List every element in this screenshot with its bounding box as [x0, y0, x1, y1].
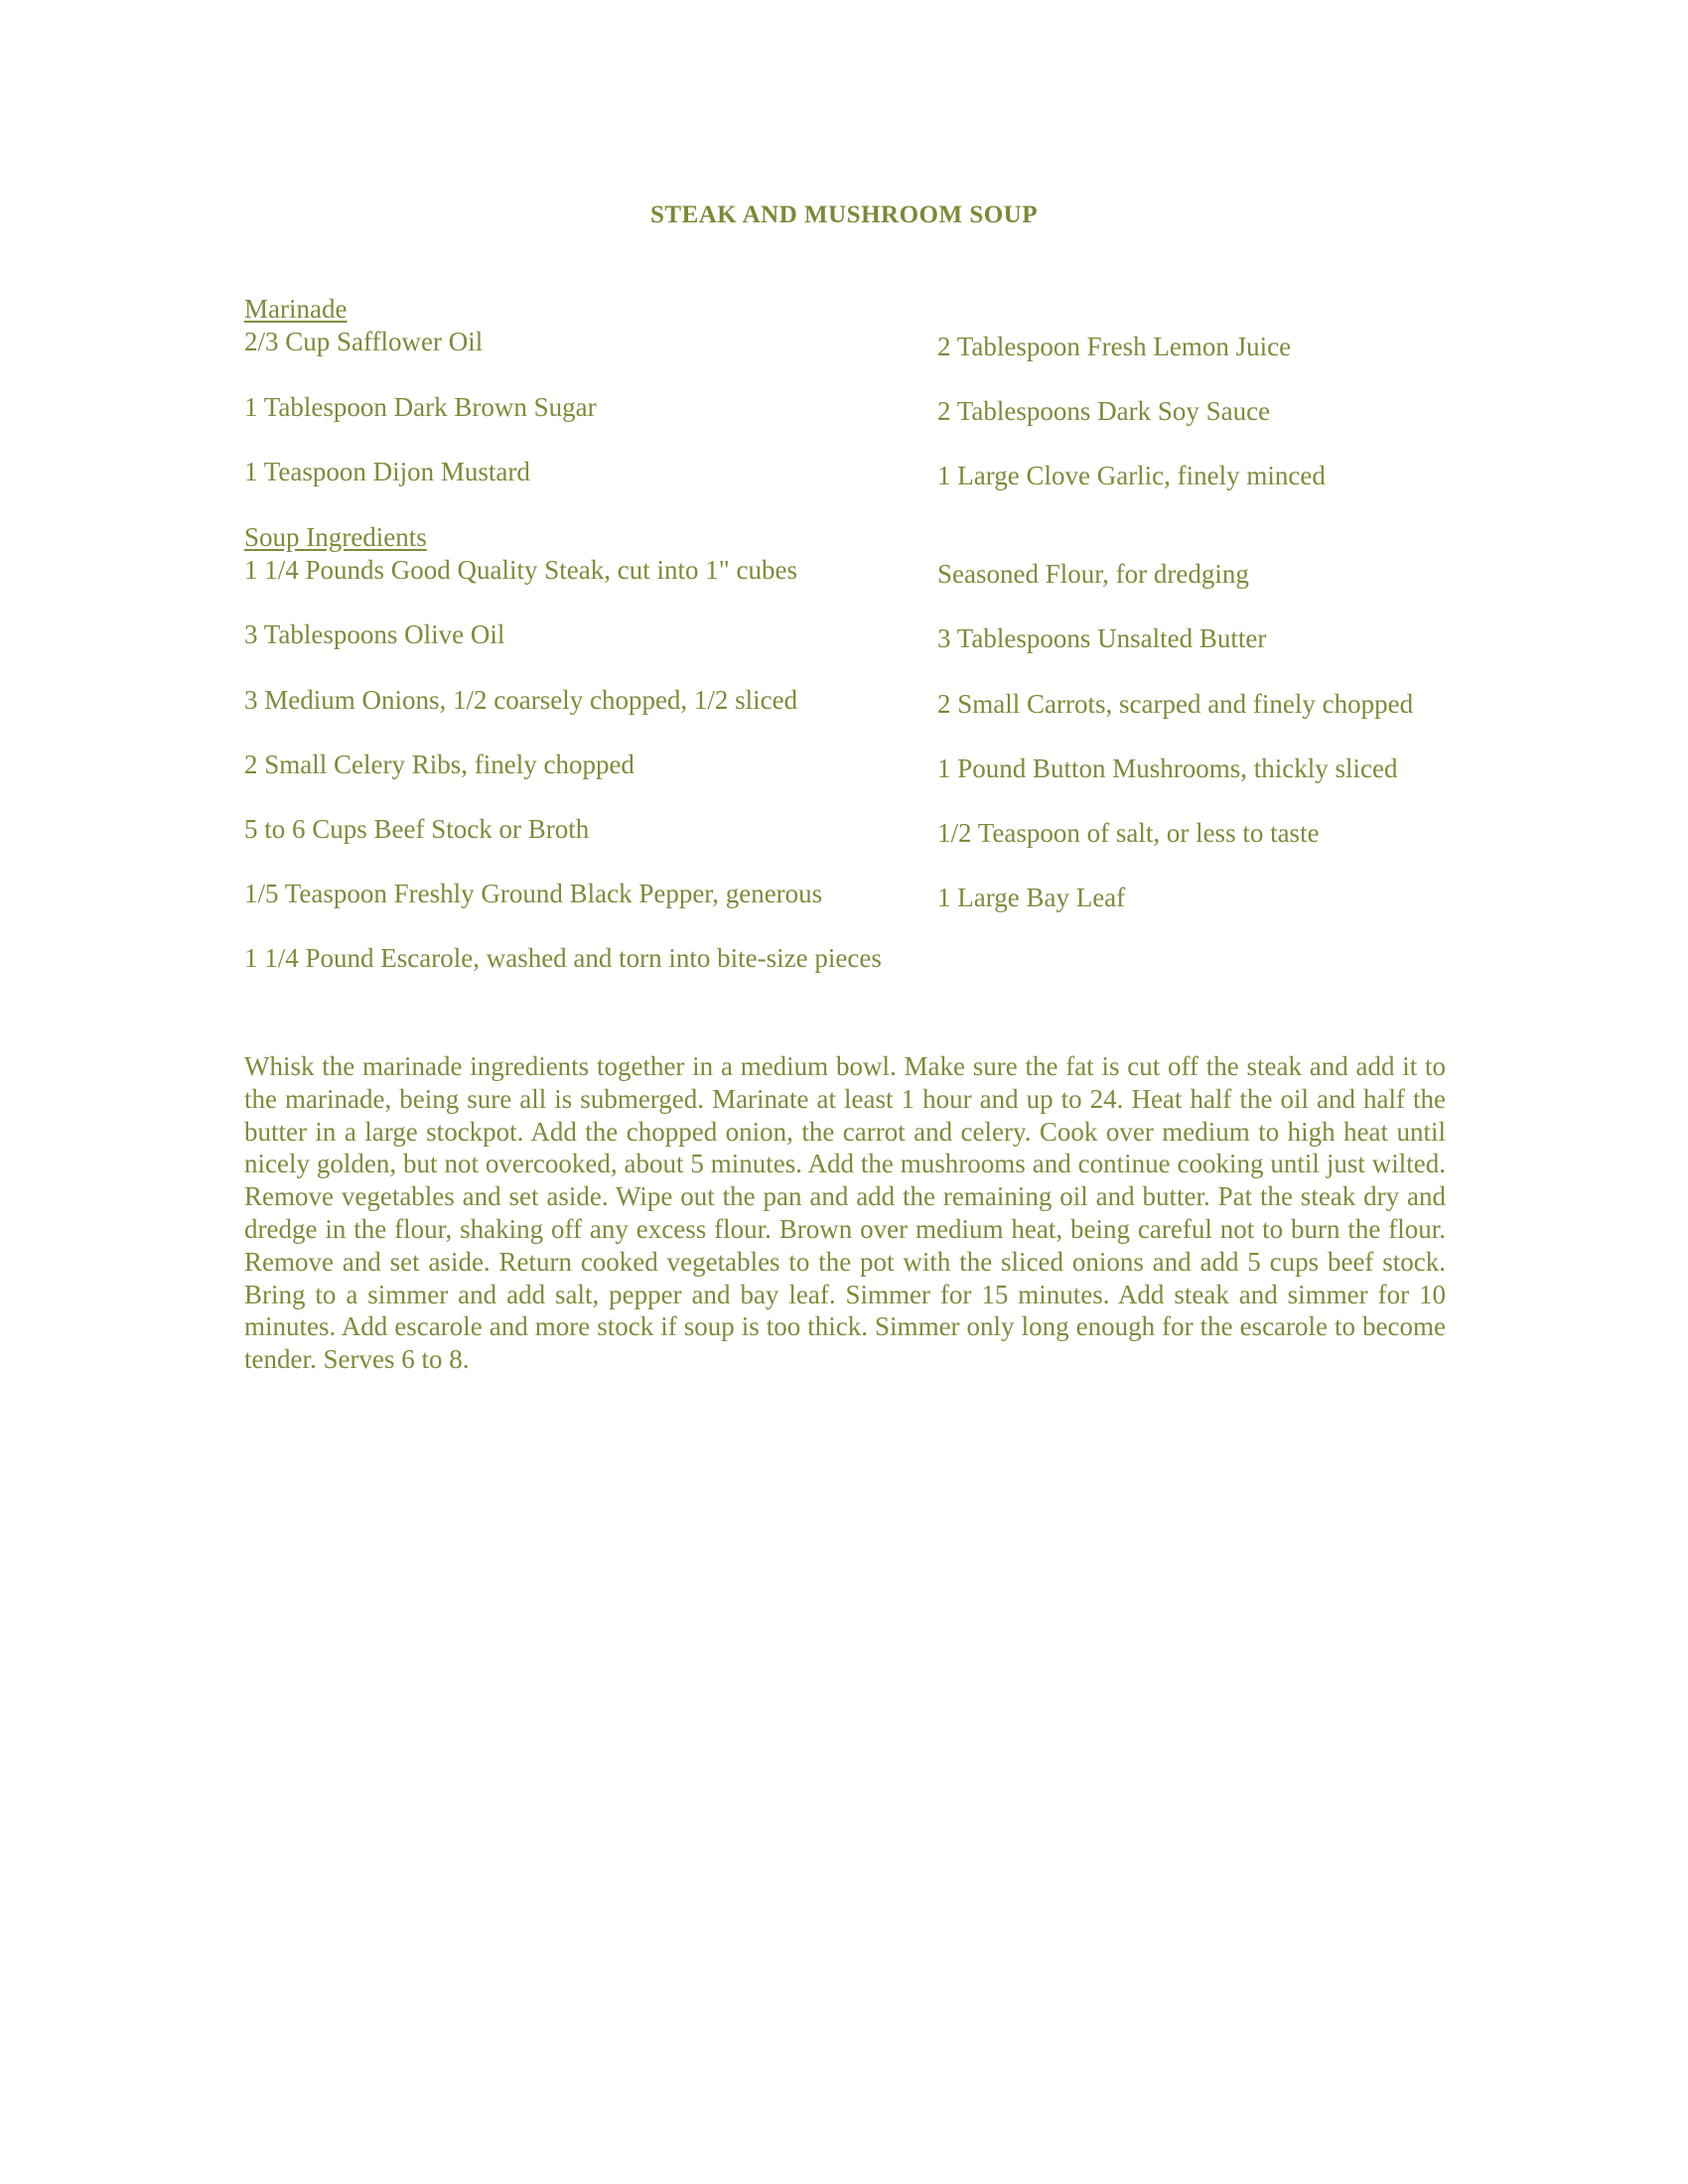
soup-ingredient: 3 Tablespoons Olive Oil [244, 619, 505, 649]
soup-ingredient: 1 Large Bay Leaf [937, 883, 1126, 912]
marinade-heading: Marinade [244, 294, 348, 324]
soup-ingredient: 1/2 Teaspoon of salt, or less to taste [937, 818, 1320, 848]
marinade-ingredient: 2/3 Cup Safflower Oil [244, 327, 484, 356]
soup-ingredients-heading: Soup Ingredients [244, 522, 427, 552]
soup-ingredient: 2 Small Carrots, scarped and finely chopped [937, 689, 1414, 719]
soup-ingredient: 3 Medium Onions, 1/2 coarsely chopped, 1/2 sliced [244, 685, 798, 715]
soup-ingredient: 1 1/4 Pounds Good Quality Steak, cut into 1" cubes [244, 555, 797, 585]
soup-ingredient: 3 Tablespoons Unsalted Butter [937, 623, 1267, 653]
page-title: STEAK AND MUSHROOM SOUP [649, 202, 1038, 228]
marinade-ingredient: 1 Large Clove Garlic, finely minced [937, 461, 1326, 490]
soup-ingredient: 1/5 Teaspoon Freshly Ground Black Pepper, generous [244, 879, 823, 908]
marinade-ingredient: 2 Tablespoons Dark Soy Sauce [937, 396, 1271, 426]
soup-ingredient: 2 Small Celery Ribs, finely chopped [244, 750, 634, 779]
soup-ingredient: 1 1/4 Pound Escarole, washed and torn into bite-size pieces [244, 943, 882, 973]
instructions-paragraph: Whisk the marinade ingredients together in a medium bowl. Make sure the fat is cut off the steak and add it to the marinade, being sure all is submerged. Marinate at least 1 hour and up to 24. Heat half the oil and half the butter in a large stockpot. Add the chopped onion, the carrot and celery. Cook over medium to high heat until nicely golden, but not overcooked, about 5 minutes. Add the mushrooms and continue cooking until just wilted. Remove vegetables and set aside. Wipe out the pan and add the remaining oil and butter. Pat the steak dry and dredge in the flour, shaking off any excess flour. Brown over medium heat, being careful not to burn the flour. Remove and set aside. Return cooked vegetables to the pot with the sliced onions and add 5 cups beef stock. Bring to a simmer and add salt, pepper and bay leaf. Simmer for 15 minutes. Add steak and simmer for 10 minutes. Add escarole and more stock if soup is too thick. Simmer only long enough for the escarole to become tender. Serves 6 to 8. [244, 1051, 1446, 1375]
marinade-ingredient: 1 Tablespoon Dark Brown Sugar [244, 392, 597, 422]
marinade-ingredient: 1 Teaspoon Dijon Mustard [244, 457, 530, 486]
soup-ingredient: 5 to 6 Cups Beef Stock or Broth [244, 814, 590, 844]
soup-ingredient: 1 Pound Button Mushrooms, thickly sliced [937, 753, 1398, 783]
marinade-ingredient: 2 Tablespoon Fresh Lemon Juice [937, 332, 1292, 361]
soup-ingredient: Seasoned Flour, for dredging [937, 559, 1249, 589]
